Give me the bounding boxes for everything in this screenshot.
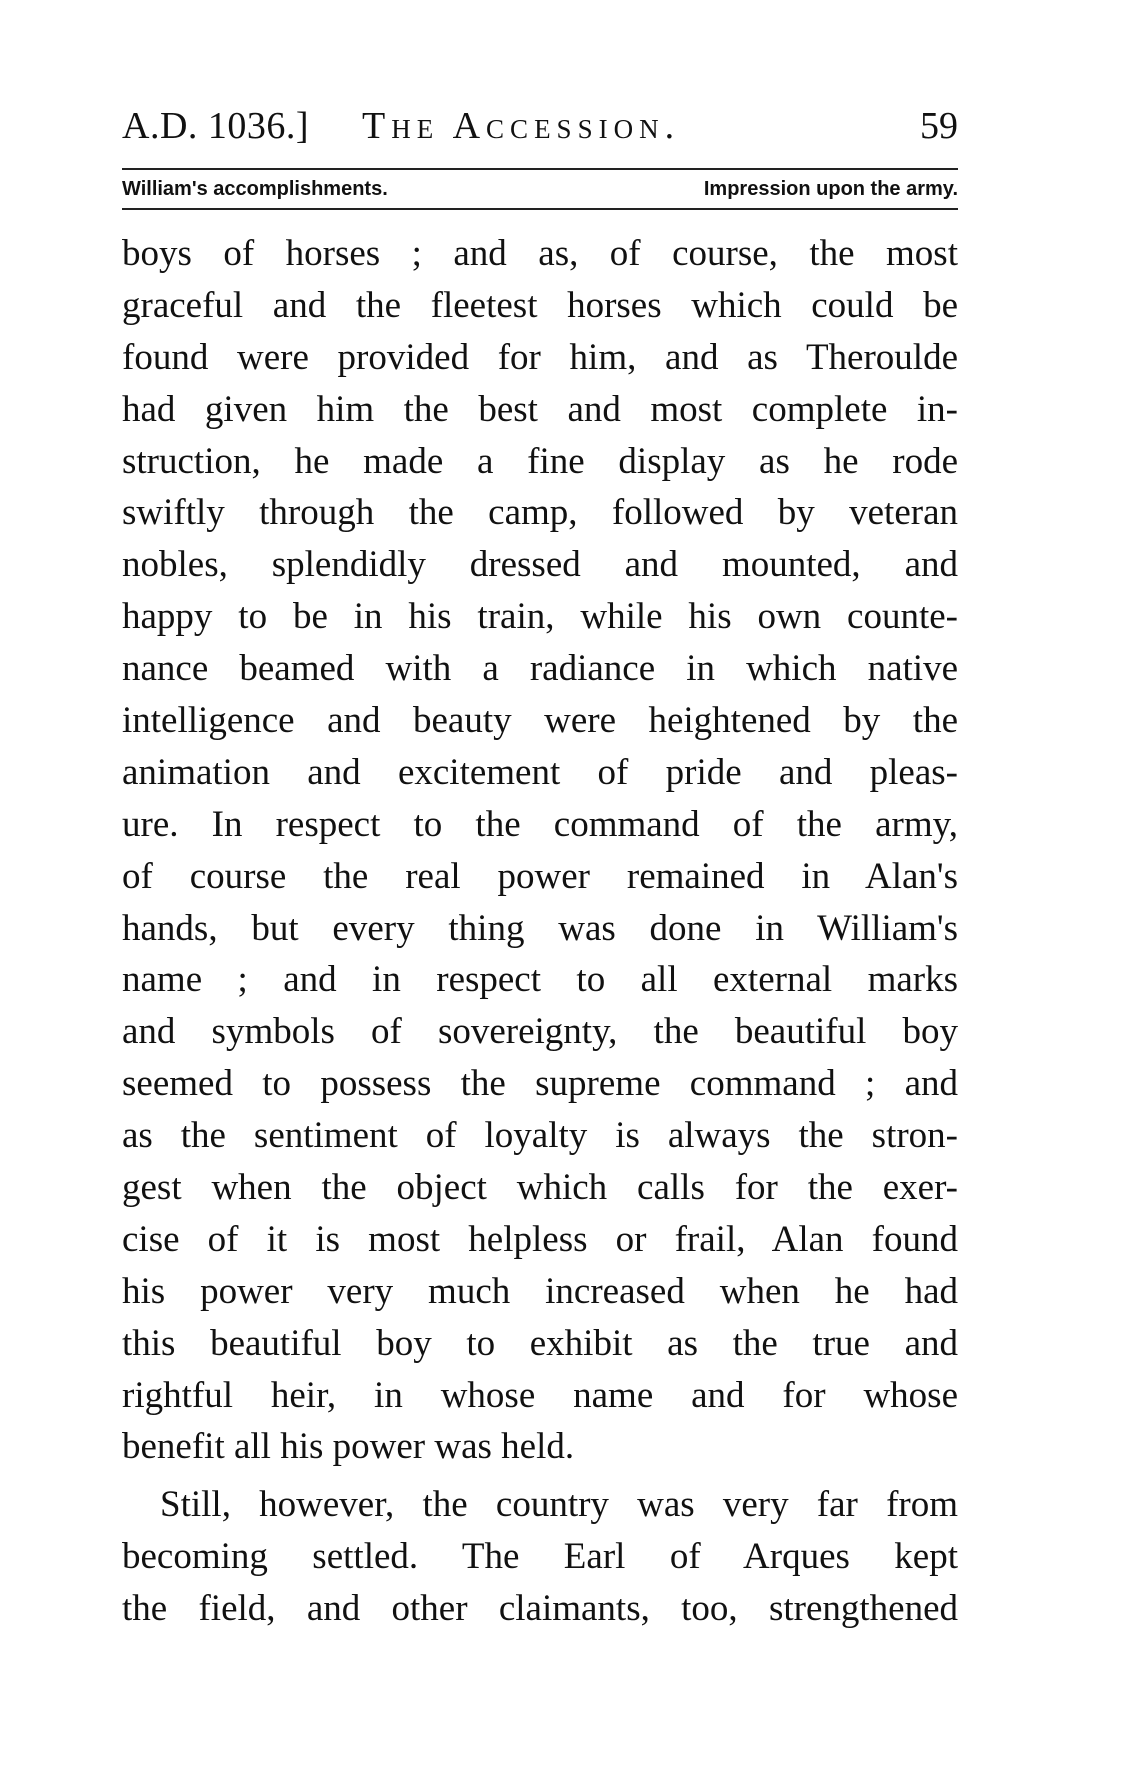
text-line: seemed to possess the supreme command ; and bbox=[122, 1063, 958, 1105]
text-line: happy to be in his train, while his own counte- bbox=[122, 596, 958, 638]
text-line: Still, however, the country was very far from bbox=[160, 1484, 958, 1526]
text-line: gest when the object which calls for the exer- bbox=[122, 1167, 958, 1209]
text-line: becoming settled. The Earl of Arques kept bbox=[122, 1536, 958, 1578]
text-line: intelligence and beauty were heightened by the bbox=[122, 700, 958, 742]
text-line: as the sentiment of loyalty is always the stron- bbox=[122, 1115, 958, 1157]
text-line: rightful heir, in whose name and for whose bbox=[122, 1374, 958, 1416]
text-line: name ; and in respect to all external marks bbox=[122, 959, 958, 1001]
text-line: nobles, splendidly dressed and mounted, and bbox=[122, 544, 958, 586]
text-line: swiftly through the camp, followed by veteran bbox=[122, 492, 958, 534]
text-line: graceful and the fleetest horses which could be bbox=[122, 284, 958, 326]
paragraph-1 bbox=[122, 228, 958, 1473]
header-date: A.D. 1036.] bbox=[122, 105, 310, 147]
text-line: boys of horses ; and as, of course, the most bbox=[122, 233, 958, 274]
book-page bbox=[122, 96, 958, 1635]
text-line: benefit all his power was held. bbox=[122, 1426, 575, 1468]
text-line: ure. In respect to the command of the army, bbox=[122, 803, 958, 845]
text-line: hands, but every thing was done in William's bbox=[122, 907, 958, 949]
body-text bbox=[122, 228, 958, 1635]
text-line: this beautiful boy to exhibit as the true and bbox=[122, 1322, 958, 1364]
text-line: the field, and other claimants, too, strengthened bbox=[122, 1588, 958, 1630]
text-line: cise of it is most helpless or frail, Alan found bbox=[122, 1218, 958, 1260]
page-number: 59 bbox=[920, 105, 958, 147]
text-line: animation and excitement of pride and pleas- bbox=[122, 751, 958, 793]
text-line: of course the real power remained in Alan's bbox=[122, 855, 958, 897]
text-line: his power very much increased when he had bbox=[122, 1270, 958, 1312]
text-line: found were provided for him, and as Theroulde bbox=[122, 336, 958, 378]
sidenote-bar bbox=[122, 170, 958, 208]
sidenote-right: Impression upon the army. bbox=[703, 178, 958, 200]
text-line: nance beamed with a radiance in which native bbox=[122, 648, 958, 690]
sidenote-left: William's accomplishments. bbox=[122, 178, 388, 200]
text-line: and symbols of sovereignty, the beautiful boy bbox=[122, 1011, 958, 1053]
header-title: The Accession. bbox=[362, 105, 681, 147]
running-head bbox=[122, 96, 958, 156]
text-line: had given him the best and most complete in- bbox=[122, 388, 958, 430]
paragraph-2 bbox=[122, 1479, 958, 1635]
sidenote-rule bbox=[122, 208, 958, 210]
text-line: struction, he made a fine display as he rode bbox=[122, 440, 958, 482]
